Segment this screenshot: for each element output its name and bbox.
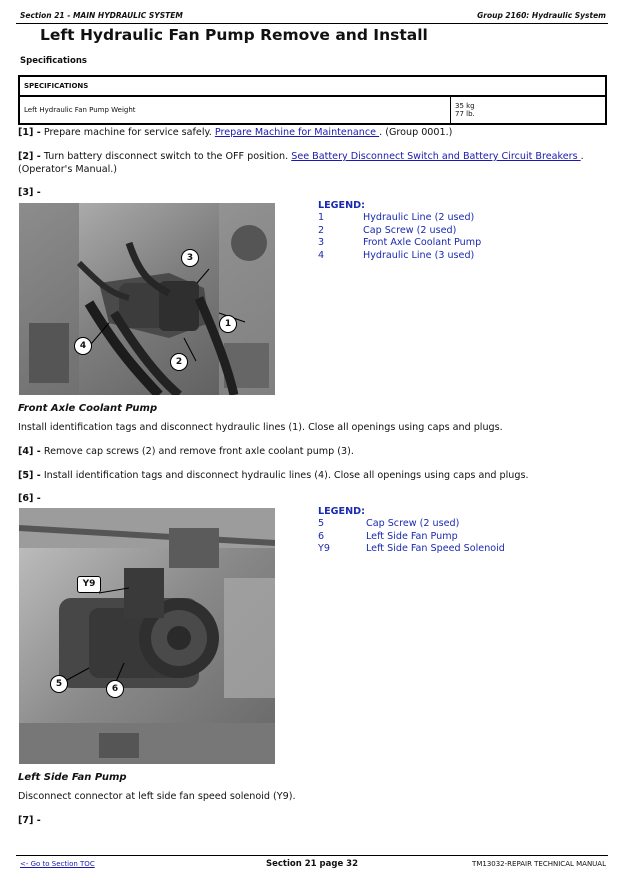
page-header	[16, 9, 608, 24]
legend-description: Hydraulic Line (2 used)	[363, 212, 475, 224]
step-text: .	[580, 151, 584, 162]
callout-y9: Y9	[77, 576, 101, 593]
step-text: Prepare machine for service safely.	[40, 127, 215, 138]
legend-description: Front Axle Coolant Pump	[363, 237, 482, 249]
spec-row-label: Left Hydraulic Fan Pump Weight	[19, 96, 451, 124]
legend-number: 1	[318, 212, 325, 224]
legend-number: 2	[318, 224, 325, 236]
step-number: [6] -	[18, 493, 41, 504]
legend-description: Cap Screw (2 used)	[366, 518, 460, 530]
spec-table-header: SPECIFICATIONS	[19, 76, 606, 96]
legend-item	[318, 212, 518, 224]
legend-item	[318, 518, 538, 530]
step-text: Install identification tags and disconnect hydraulic lines (4). Close all openings using caps and plugs.	[40, 470, 529, 481]
page-number: Section 21 page 32	[266, 859, 358, 869]
step-text: (Operator's Manual.)	[18, 164, 118, 175]
figure-1-body: Install identification tags and disconnect hydraulic lines (1). Close all openings using caps and plugs.	[18, 422, 503, 433]
figure-1-caption: Front Axle Coolant Pump	[18, 403, 158, 414]
legend-item	[318, 237, 518, 249]
step-4	[18, 445, 608, 458]
step-6	[18, 492, 608, 505]
legend-description: Hydraulic Line (3 used)	[363, 249, 475, 261]
callout-1: 1	[219, 315, 237, 333]
legend-item	[318, 531, 538, 543]
legend-number: 4	[318, 249, 325, 261]
step-3	[18, 186, 608, 199]
legend-title: LEGEND:	[318, 200, 365, 211]
legend-description: Cap Screw (2 used)	[363, 224, 457, 236]
legend-number: 6	[318, 530, 325, 542]
step-text: . (Group 0001.)	[379, 127, 453, 138]
maintenance-link[interactable]: Prepare Machine for Maintenance	[214, 127, 380, 138]
callout-4: 4	[74, 337, 92, 355]
step-number: [2] -	[18, 151, 41, 162]
step-1	[18, 126, 608, 139]
legend-title: LEGEND:	[318, 506, 365, 517]
step-7	[18, 814, 608, 827]
legend-figure-2	[318, 506, 538, 556]
spec-value-kg: 35 kg	[455, 102, 475, 110]
step-number: [3] -	[18, 187, 41, 198]
step-2	[18, 150, 608, 176]
legend-item	[318, 250, 518, 262]
spec-row-value	[451, 96, 607, 124]
battery-disconnect-link[interactable]: See Battery Disconnect Switch and Battery Circuit Breakers	[291, 151, 581, 162]
step-number: [7] -	[18, 815, 41, 826]
manual-title: TM13032-REPAIR TECHNICAL MANUAL	[472, 860, 606, 868]
section-toc-link[interactable]: <- Go to Section TOC	[20, 860, 95, 868]
callout-3: 3	[181, 249, 199, 267]
callout-2: 2	[170, 353, 188, 371]
legend-number: Y9	[318, 543, 330, 555]
fan-pump-photo	[19, 508, 275, 764]
group-title: Group 2160: Hydraulic System	[477, 11, 606, 20]
page-footer	[16, 855, 608, 874]
step-text: Turn battery disconnect switch to the OFF position.	[40, 151, 292, 162]
step-number: [4] -	[18, 446, 41, 457]
legend-description: Left Side Fan Speed Solenoid	[366, 543, 505, 555]
figure-2-caption: Left Side Fan Pump	[18, 772, 127, 783]
step-5	[18, 469, 608, 482]
page-title: Left Hydraulic Fan Pump Remove and Install	[40, 26, 428, 44]
callout-6: 6	[106, 680, 124, 698]
callout-5: 5	[50, 675, 68, 693]
section-title: Section 21 - MAIN HYDRAULIC SYSTEM	[20, 11, 183, 20]
step-text: Remove cap screws (2) and remove front axle coolant pump (3).	[40, 446, 354, 457]
legend-item	[318, 543, 538, 555]
legend-number: 5	[318, 518, 325, 530]
spec-value-lb: 77 lb.	[455, 110, 475, 118]
legend-figure-1	[318, 200, 518, 262]
specifications-table	[18, 75, 607, 125]
specifications-heading: Specifications	[20, 56, 87, 66]
step-number: [1] -	[18, 127, 41, 138]
coolant-pump-photo	[19, 203, 275, 395]
step-number: [5] -	[18, 470, 41, 481]
legend-item	[318, 225, 518, 237]
legend-number: 3	[318, 237, 325, 249]
legend-description: Left Side Fan Pump	[366, 530, 458, 542]
figure-2-body: Disconnect connector at left side fan speed solenoid (Y9).	[18, 791, 296, 802]
